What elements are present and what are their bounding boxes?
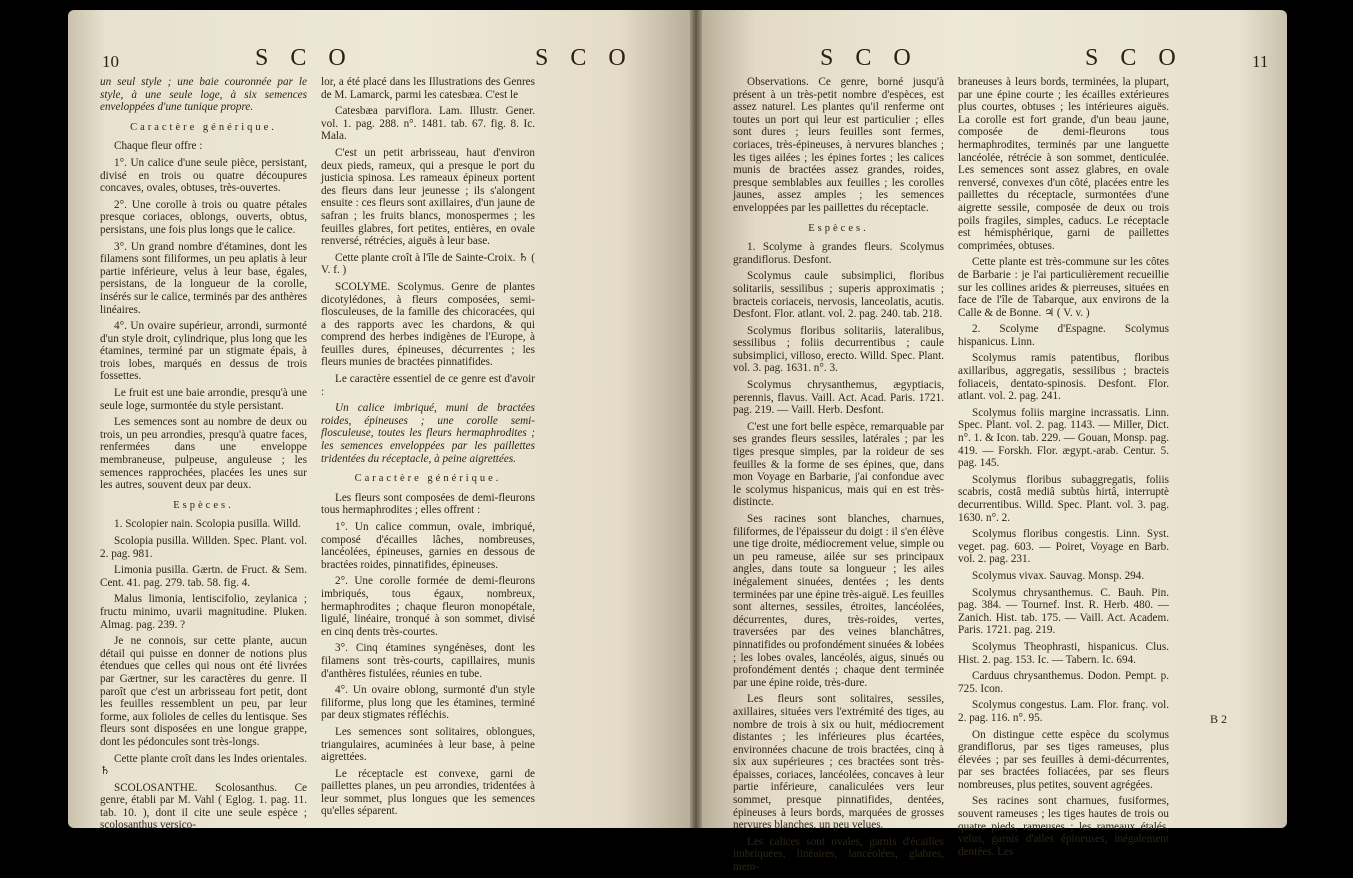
paragraph: Les calices sont ovales, garnis d'écailles imbriquées, linéaires, lancéolées, glabres, mem- — [733, 835, 944, 874]
section-heading: Caractère générique. — [130, 121, 277, 133]
paragraph: Les fleurs sont solitaires, sessiles, axillaires, situées vers l'extrémité des tiges, au nombre de trois à six ou huit, médiocrement distantes ; les inférieures plus écartées, environnées chacune de trois bractées, cinq à six aux supérieures ; ces bractées sont très-épaisses, coriaces, lancéolées, concaves à leur partie inférieure, canaliculées vers leur sommet, presque pinnatifides, dentées, épineuses à leurs bords, marquées de grosses nervures blanches, un peu velues. — [733, 693, 944, 832]
paragraph: Observations. Ce genre, borné jusqu'à présent à un très-petit nombre d'espèces, est assez naturel. Les plantes qu'il renferme ont toutes un port qui leur est particulier ; elles sont dures ; leurs feuilles sont fermes, coriaces, très-épineuses, à nervures blanches ; les tiges ailées ; les épines fortes ; les calices munis de bractées assez grandes, roides, presque semblables aux feuilles ; les corolles jaunes, assez amples ; les semences enveloppées par les paillettes du réceptacle. — [733, 76, 944, 214]
paragraph: Scolymus chrysanthemus. C. Bauh. Pin. pag. 384. — Tournef. Inst. R. Herb. 480. — Zanich. Hist. tab. 175. — Vaill. Act. Academ. Paris. 1721. pag. 219. — [958, 586, 1169, 637]
left-column-1 — [100, 76, 307, 836]
paragraph: lor, a été placé dans les Illustrations des Genres de M. Lamarck, parmi les catesbæa. C'est le — [321, 76, 535, 101]
paragraph: Scolymus congestus. Lam. Flor. franç. vol. 2. pag. 116. n°. 95. — [958, 699, 1169, 724]
paragraph: 1. Scolopier nain. Scolopia pusilla. Willd. — [114, 518, 301, 531]
paragraph: Un calice imbriqué, muni de bractées roides, épineuses ; une corolle semi-flosculeuse, toutes les fleurs hermaphrodites ; les semences enveloppées par les paillettes tridentées du réceptacle, à peine aigrettées. — [321, 402, 535, 465]
section-heading: Espèces. — [173, 499, 234, 511]
paragraph: Ses racines sont charnues, fusiformes, souvent rameuses ; les tiges hautes de trois ou quatre pieds, rameuses ; les rameaux étalés, velus, garnis d'ailes épineuses, inégalement dentées. Les — [958, 795, 1169, 858]
paragraph: 1°. Un calice d'une seule pièce, persistant, divisé en trois ou quatre découpures concaves, ovales, obtuses, très-ouvertes. — [100, 156, 307, 195]
section-heading: Espèces. — [808, 222, 869, 234]
paragraph: Les semences sont solitaires, oblongues, triangulaires, acuminées à leur base, à peine aigrettées. — [321, 725, 535, 764]
paragraph: Chaque fleur offre : — [114, 140, 203, 153]
paragraph: Scolymus caule subsimplici, floribus solitariis, sessilibus ; superis approximatis ; bracteis coriaceis, nervosis, lanceolatis, acutis. Desfont. Flor. atlant. vol. 2. pag. 240. tab. 218. — [733, 270, 944, 321]
book-gutter — [690, 10, 702, 828]
paragraph: Scolymus vivax. Sauvag. Monsp. 294. — [972, 569, 1145, 582]
paragraph: SCOLOSANTHE. Scolosanthus. Ce genre, établi par M. Vahl ( Eglog. 1. pag. 11. tab. 10. ), dont il cite une seule espèce ; scolosanthus versico- — [100, 781, 307, 832]
paragraph: Les fleurs sont composées de demi-fleurons tous hermaphrodites ; elles offrent : — [321, 491, 535, 517]
paragraph: Le réceptacle est convexe, garni de paillettes planes, un peu arrondies, tridentées à leur sommet, plus longues que les semences qu'elles séparent. — [321, 767, 535, 818]
right-running-head-2: S C O — [1085, 45, 1184, 71]
paragraph: 2°. Une corolle à trois ou quatre pétales presque coriaces, oblongs, ouverts, obtus, persistans, une fois plus longs que le calice. — [100, 198, 307, 236]
paragraph: Je ne connois, sur cette plante, aucun détail qui puisse en donner de notions plus étendues que celles qui nous ont été livrées par Gærtner, sur les caractères du genre. Il paroît que c'est un arbrisseau fort petit, dont les feuilles ressemblent un peu, par leur forme, aux folioles de celles du lentisque. Ses fleurs sont disposées en une longue grappe, dont les pédoncules sont très-longs. — [100, 635, 307, 748]
paragraph: 3°. Un grand nombre d'étamines, dont les filamens sont filiformes, un peu aplatis à leur partie inférieure, velus à leur base, égales, persistans, de la longueur de la corolle, insérés sur le calice, terminés par des anthères linéaires. — [100, 240, 307, 316]
left-running-head-2: S C O — [535, 45, 634, 71]
paragraph: Scolopia pusilla. Willden. Spec. Plant. vol. 2. pag. 981. — [100, 535, 307, 560]
paragraph: 3°. Cinq étamines syngénèses, dont les filamens sont très-courts, capillaires, munis d'anthères fistulées, réunies en tube. — [321, 642, 535, 680]
paragraph: Catesbæa parviflora. Lam. Illustr. Gener. vol. 1. pag. 288. n°. 1481. tab. 67. fig. 8. Ic. Mala. — [321, 105, 535, 143]
left-running-head-1: S C O — [255, 45, 354, 71]
section-heading: Caractère générique. — [354, 473, 502, 485]
paragraph: Scolymus floribus congestis. Linn. Syst. veget. pag. 603. — Poiret, Voyage en Barb. vol. 2. pag. 231. — [958, 528, 1169, 566]
paragraph: Scolymus Theophrasti, hispanicus. Clus. Hist. 2. pag. 153. Ic. — Tabern. Ic. 694. — [958, 640, 1169, 666]
paragraph: On distingue cette espèce du scolymus grandiflorus, par ses tiges rameuses, plus élevées ; par ses feuilles à demi-décurrentes, par ses bractées foliacées, par ses fleurs nombreuses, plus petites, souvent agrégées. — [958, 728, 1169, 791]
right-running-head-1: S C O — [820, 45, 919, 71]
paragraph: braneuses à leurs bords, terminées, la plupart, par une épine courte ; les écailles extérieures plus courtes, obtuses ; les intérieures aiguës. La corolle est fort grande, d'un beau jaune, composée de demi-fleurons tous hermaphrodites, terminés par une languette lancéolée, rétrécie à son sommet, denticulée. Les semences sont assez glabres, en ovale renversé, convexes d'un côté, placées entre les paillettes du réceptacle, surmontées d'une aigrette sessile, composée de deux ou trois poils fragiles, simples, caducs. Le réceptacle est hémisphérique, garni de paillettes comprimées, obtuses. — [958, 76, 1169, 252]
paragraph: 2. Scolyme d'Espagne. Scolymus hispanicus. Linn. — [958, 323, 1169, 348]
paragraph: Scolymus foliis margine incrassatis. Linn. Spec. Plant. vol. 2. pag. 1143. — Miller, Dict. n°. 1. & Icon. tab. 229. — Gouan, Monsp. pag. 419. — Forskh. Flor. ægypt.-arab. Centur. 5. pag. 145. — [958, 406, 1169, 470]
paragraph: 4°. Un ovaire supérieur, arrondi, surmonté d'un style droit, cylindrique, plus long que les étamines, terminé par un stigmate épais, à trois lobes, marqués en dessus de trois fossettes. — [100, 320, 307, 383]
paragraph: Malus limonia, lentiscifolio, zeylanica ; fructu minimo, uvarii magnitudine. Pluken. Almag. pag. 239. ? — [100, 593, 307, 631]
paragraph: 2°. Une corolle formée de demi-fleurons imbriqués, tous égaux, nombreux, hermaphrodites ; chaque fleuron monopétale, ligulé, linéaire, tronqué à son sommet, divisé en cinq dents très-courtes. — [321, 575, 535, 638]
right-page-number: 11 — [1252, 52, 1269, 71]
paragraph: C'est une fort belle espèce, remarquable par ses grandes fleurs sessiles, latérales ; par les tiges presque simples, par la roideur de ses feuilles & la forme de ses épines, que, dans mon Voyage en Barbarie, j'ai confondue avec le scolymus hispanicus, mais qui en est très-distincte. — [733, 420, 944, 509]
paragraph: Ses racines sont blanches, charnues, filiformes, de l'épaisseur du doigt : il s'en élève une tige droite, médiocrement velue, simple ou un peu rameuse, ailée sur ses principaux angles, dans toute sa longueur ; les ailes inégalement sinuées, dentées ; les dents terminées par une épine très-aiguë. Les feuilles sont alternes, sessiles, étroites, lancéolées, décurrentes, dures, très-roides, vertes, traversées par des veines blanchâtres, pinnatifides ou profondément sinuées & lobées ; les lobes ovales, lancéolés, aigus, sinués ou profondément dentés ; chaque dent terminée par une épine roide, très-dure. — [733, 513, 944, 689]
paragraph: C'est un petit arbrisseau, haut d'environ deux pieds, rameux, qui a presque le port du justicia spinosa. Les rameaux épineux portent des fleurs dans leur jeunesse ; ils s'alongent ensuite : ces fleurs sont axillaires, d'un jaune de safran ; les fruits blancs, monospermes ; les feuilles glabres, fort petites, entières, en ovale renversé, rétrécies, aiguës à leur base. — [321, 146, 535, 248]
paragraph: Cette plante est très-commune sur les côtes de Barbarie : je l'ai particulièrement recueillie sur les collines arides & pierreuses, situées en face de l'île de Tabarque, aux environs de la Calle & de Bonne. ♃ ( V. v. ) — [958, 256, 1169, 319]
paragraph: Le fruit est une baie arrondie, presqu'à une seule loge, surmontée du style persistant. — [100, 387, 307, 412]
paragraph: Cette plante croît à l'île de Sainte-Croix. ♄ ( V. f. ) — [321, 251, 535, 277]
paragraph: Scolymus floribus subaggregatis, foliis scabris, costâ mediâ subtùs hirtâ, interruptè decurrentibus. Willd. Spec. Plant. vol. 3. pag. 1630. n°. 2. — [958, 473, 1169, 524]
right-column-2 — [958, 76, 1169, 862]
paragraph: un seul style ; une baie couronnée par le style, à une seule loge, à six semences enveloppées d'une tunique propre. — [100, 76, 307, 114]
paragraph: Limonia pusilla. Gærtn. de Fruct. & Sem. Cent. 41. pag. 279. tab. 58. fig. 4. — [100, 564, 307, 589]
paragraph: Le caractère essentiel de ce genre est d'avoir : — [321, 373, 535, 398]
paragraph: Carduus chrysanthemus. Dodon. Pempt. p. 725. Icon. — [958, 670, 1169, 695]
paragraph: SCOLYME. Scolymus. Genre de plantes dicotylédones, à fleurs composées, semi-flosculeuses, de la famille des chicoracées, qui a des rapports avec les chardons, & qui comprend des herbes indigènes de l'Europe, à feuilles dures, épineuses, décurrentes ; les fleurs munies de bractées pinnatifides. — [321, 280, 535, 369]
paragraph: 4°. Un ovaire oblong, surmonté d'un style filiforme, plus long que les étamines, terminé par deux stigmates réfléchis. — [321, 684, 535, 722]
left-page-number: 10 — [102, 52, 119, 71]
paragraph: Scolymus floribus solitariis, lateralibus, sessilibus ; foliis decurrentibus ; caule subsimplici, villoso, erecto. Willd. Spec. Plant. vol. 3. pag. 1631. n°. 3. — [733, 324, 944, 375]
paragraph: Scolymus ramis patentibus, floribus axillaribus, aggregatis, sessilibus ; bracteis foliaceis, dentato-spinosis. Desfont. Flor. atlant. vol. 2. pag. 241. — [958, 352, 1169, 403]
paragraph: Cette plante croît dans les Indes orientales. ♄ — [100, 752, 307, 778]
left-column-2 — [321, 76, 535, 822]
paragraph: 1. Scolyme à grandes fleurs. Scolymus grandiflorus. Desfont. — [733, 241, 944, 266]
paragraph: Scolymus chrysanthemus, ægyptiacis, perennis, flavus. Vaill. Act. Acad. Paris. 1721. pag. 219. — Vaill. Herb. Desfont. — [733, 379, 944, 417]
signature-mark: B 2 — [1210, 712, 1228, 726]
paragraph: Les semences sont au nombre de deux ou trois, un peu arrondies, presqu'à quatre faces, renfermées dans une enveloppe membraneuse, pulpeuse, anguleuse ; les semences rapprochées, placées les unes sur les autres, souvent deux par deux. — [100, 416, 307, 492]
paragraph: 1°. Un calice commun, ovale, imbriqué, composé d'écailles lâches, nombreuses, lancéolées, épineuses, garnies en dessous de bractées roides, pinnatifides, épineuses. — [321, 521, 535, 571]
right-column-1 — [733, 76, 944, 878]
